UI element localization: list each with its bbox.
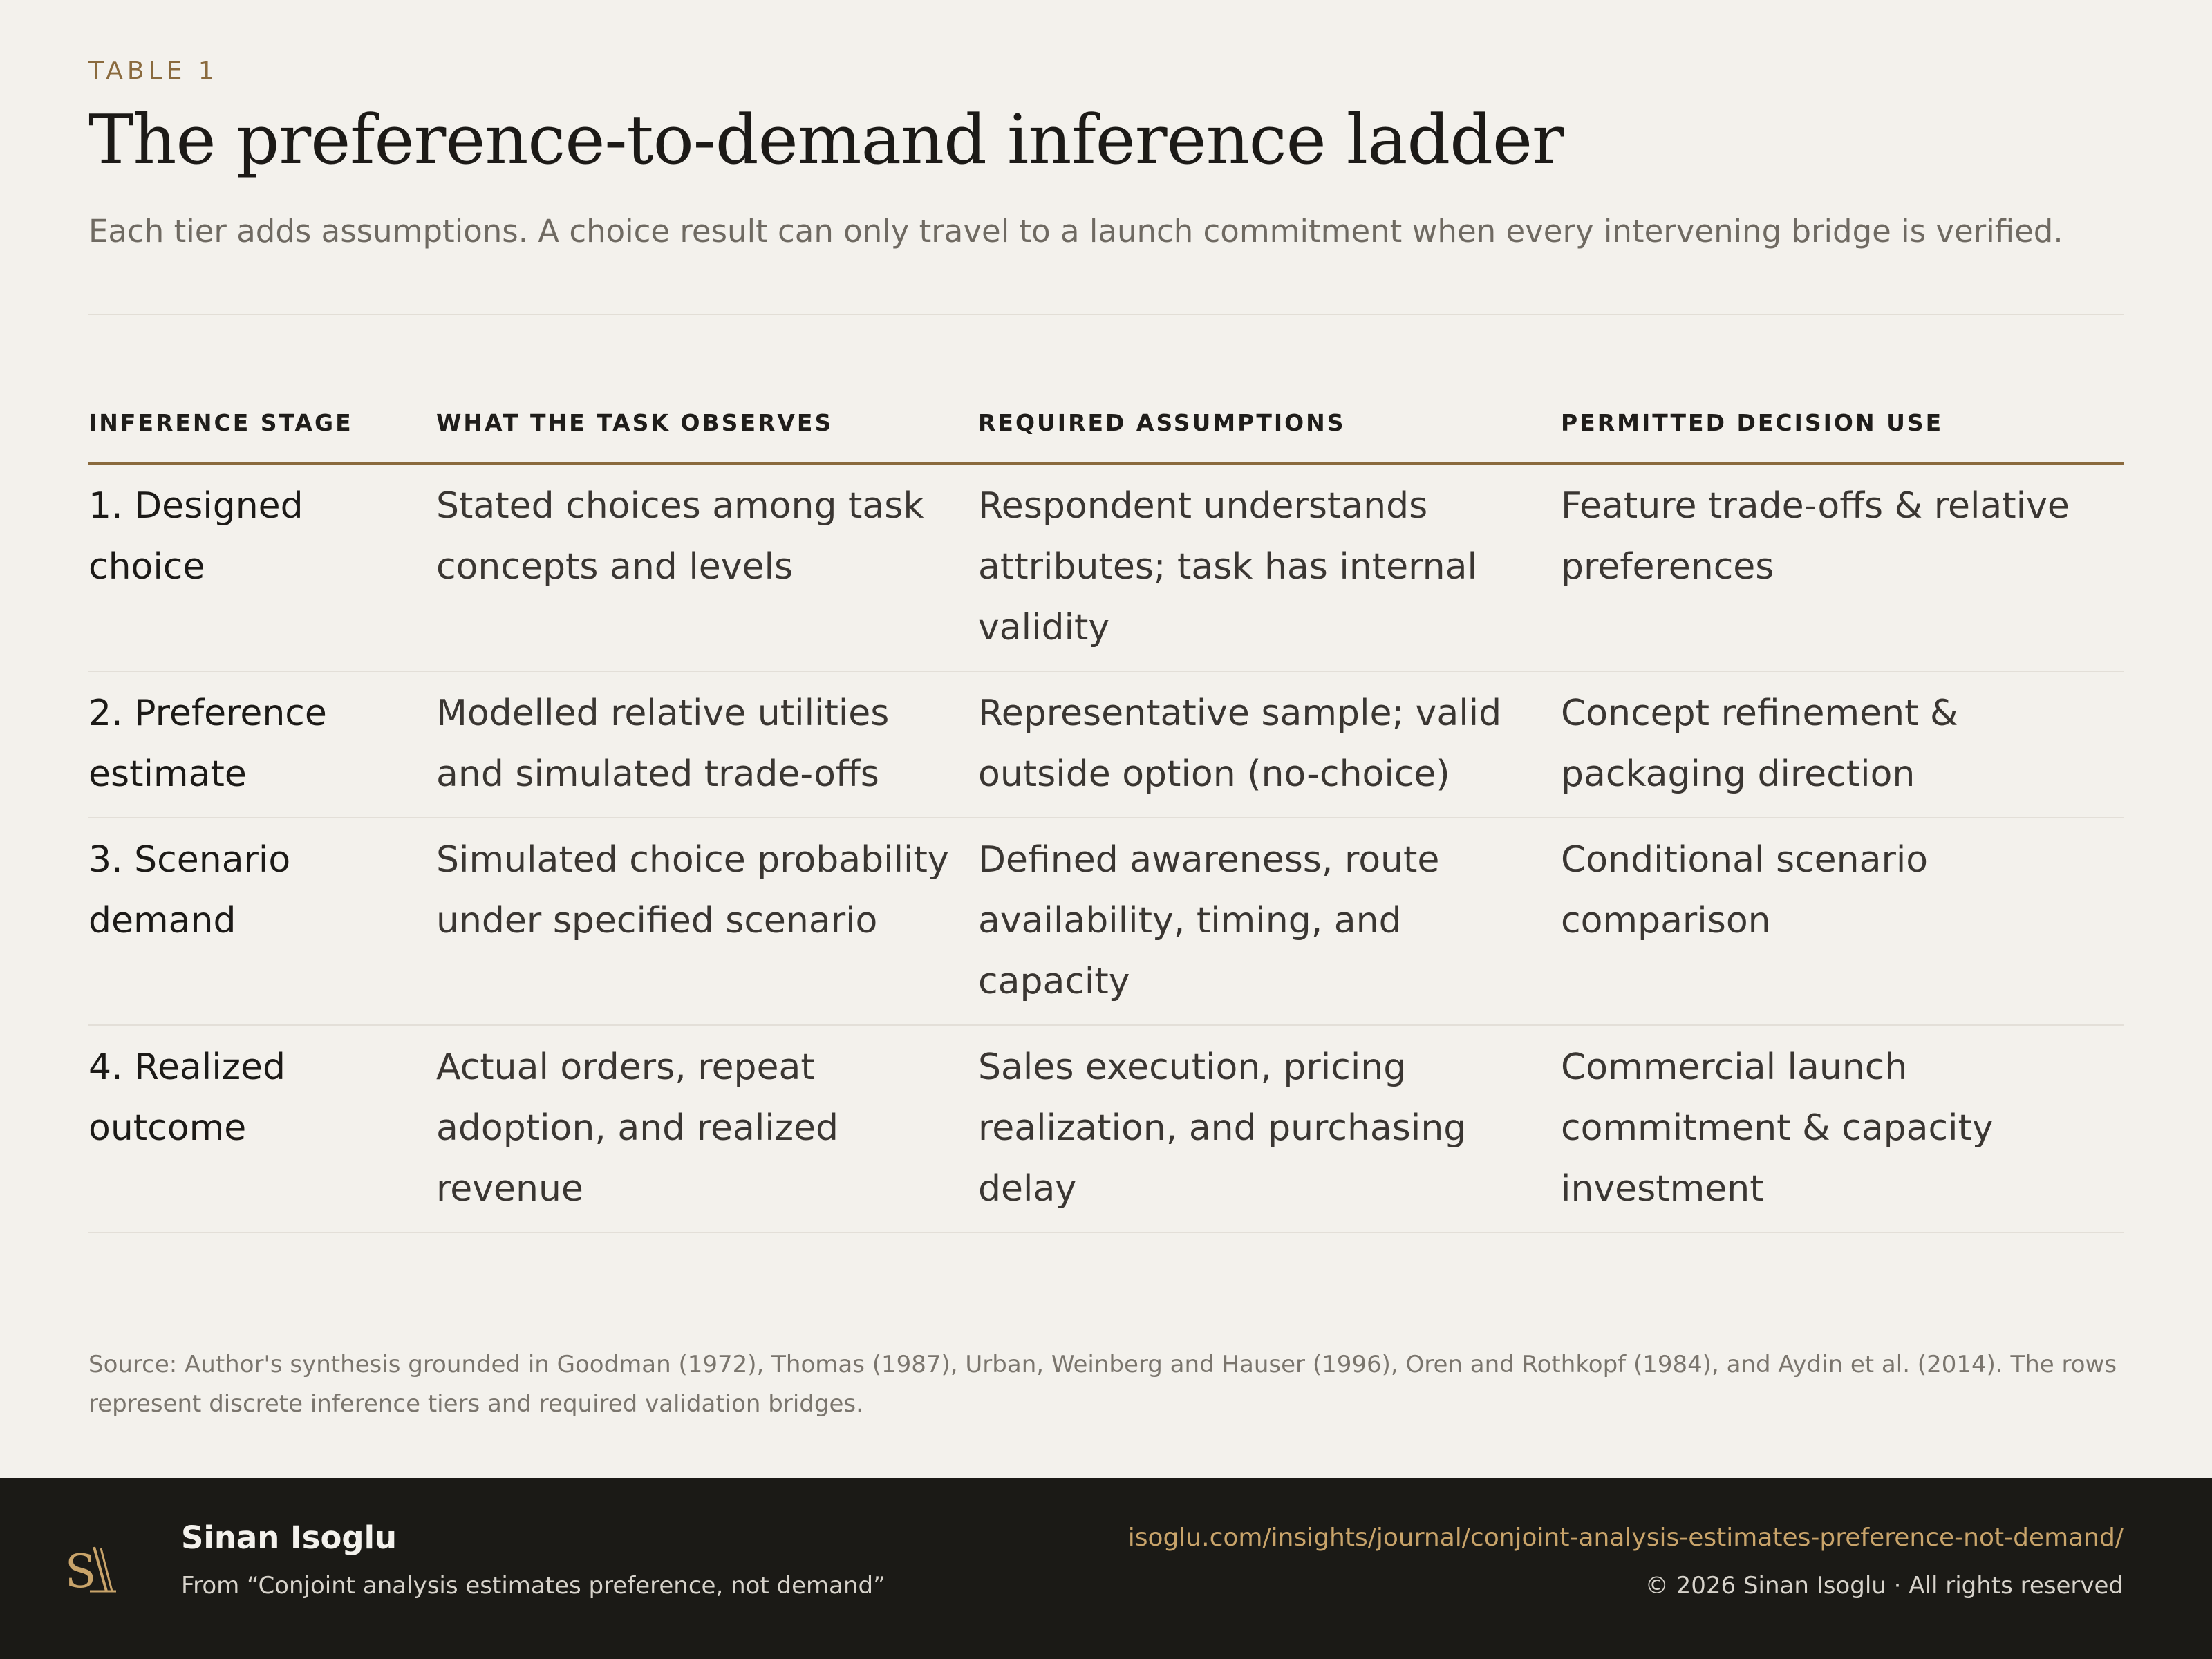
cell-stage: 2. Preference estimate (88, 671, 436, 818)
cell-assumptions: Defined awareness, route availability, timing, and capacity (978, 818, 1561, 1025)
svg-text:S: S (65, 1545, 97, 1598)
page-subtitle: Each tier adds assumptions. A choice result can only travel to a launch commitment when every intervening bridge is verified. (88, 213, 2063, 250)
inference-ladder-table (88, 401, 2124, 1233)
table-row (88, 1025, 2124, 1232)
footer (0, 1478, 2212, 1659)
table-label: TABLE 1 (88, 57, 218, 85)
source-note: Source: Author's synthesis grounded in Goodman (1972), Thomas (1987), Urban, Weinberg and Hauser (1996), Oren and Rothkopf (1984), and Aydin et al. (2014). The rows represent discrete inference tiers and required validation bridges. (88, 1351, 2117, 1418)
cell-use: Feature trade-offs & relative preferences (1561, 464, 2124, 672)
article-link[interactable]: isoglu.com/insights/journal/conjoint-analysis-estimates-preference-not-demand/ (1127, 1524, 2124, 1552)
header-divider (88, 314, 2124, 315)
cell-assumptions: Respondent understands attributes; task has internal validity (978, 464, 1561, 672)
cell-assumptions: Representative sample; valid outside option (no-choice) (978, 671, 1561, 818)
article-reference: From “Conjoint analysis estimates preference, not demand” (181, 1572, 885, 1600)
cell-observes: Stated choices among task concepts and levels (436, 464, 978, 672)
page-content (88, 0, 2124, 1478)
cell-stage: 3. Scenario demand (88, 818, 436, 1025)
cell-observes: Simulated choice probability under specified scenario (436, 818, 978, 1025)
cell-observes: Modelled relative utilities and simulated trade-offs (436, 671, 978, 818)
page-title: The preference-to-demand inference ladder (88, 101, 1564, 180)
copyright-notice: © 2026 Sinan Isoglu · All rights reserved (1644, 1572, 2124, 1600)
column-header-assumptions: REQUIRED ASSUMPTIONS (978, 401, 1561, 464)
cell-use: Conditional scenario comparison (1561, 818, 2124, 1025)
cell-use: Concept refinement & packaging direction (1561, 671, 2124, 818)
author-name: Sinan Isoglu (181, 1519, 397, 1556)
column-header-observes: WHAT THE TASK OBSERVES (436, 401, 978, 464)
cell-stage: 4. Realized outcome (88, 1025, 436, 1232)
column-header-stage: INFERENCE STAGE (88, 401, 436, 464)
cell-observes: Actual orders, repeat adoption, and realized revenue (436, 1025, 978, 1232)
si-monogram-icon (64, 1539, 119, 1601)
cell-use: Commercial launch commitment & capacity investment (1561, 1025, 2124, 1232)
table-row (88, 818, 2124, 1025)
table-header-row (88, 401, 2124, 464)
column-header-use: PERMITTED DECISION USE (1561, 401, 2124, 464)
table-row (88, 671, 2124, 818)
cell-stage: 1. Designed choice (88, 464, 436, 672)
table-row (88, 464, 2124, 672)
cell-assumptions: Sales execution, pricing realization, and purchasing delay (978, 1025, 1561, 1232)
